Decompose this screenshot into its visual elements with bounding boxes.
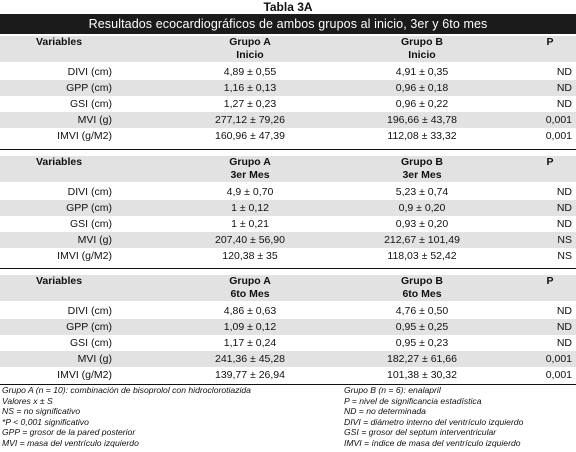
row-p-value: NS [557, 234, 572, 246]
row-group-a-value: 277,12 ± 79,26 [215, 114, 285, 126]
row-group-a-value: 1,17 ± 0,24 [223, 337, 277, 349]
row-variable: MVI (g) [77, 234, 112, 246]
row-group-b-value: 0,96 ± 0,18 [395, 82, 449, 94]
table-row [0, 319, 576, 335]
row-group-b-value: 196,66 ± 43,78 [387, 114, 457, 126]
header-variables: Variables [35, 275, 83, 287]
row-variable: MVI (g) [77, 353, 112, 365]
row-group-a-value: 120,38 ± 35 [222, 250, 278, 262]
row-p-value: NS [557, 250, 572, 262]
row-group-b-value: 182,27 ± 61,66 [387, 353, 457, 365]
header-p: P [546, 156, 554, 168]
row-group-a-value: 1,27 ± 0,23 [223, 98, 277, 110]
header-group-b: Grupo B 6to Mes [401, 275, 443, 300]
row-p-value: ND [556, 98, 572, 110]
row-group-a-value: 160,96 ± 47,39 [215, 130, 285, 142]
row-group-b-value: 4,76 ± 0,50 [395, 305, 449, 317]
row-p-value: ND [556, 66, 572, 78]
row-group-b-value: 0,96 ± 0,22 [395, 98, 449, 110]
row-p-value: ND [556, 186, 572, 198]
row-variable: GSI (cm) [70, 98, 112, 110]
table-row [0, 64, 576, 80]
table-row [0, 351, 576, 367]
row-group-a-value: 139,77 ± 26,94 [215, 369, 285, 381]
row-group-b-value: 212,67 ± 101,49 [384, 234, 460, 246]
table-row [0, 184, 576, 200]
table-row [0, 128, 576, 144]
footnote: MVI = masa del ventrículo izquierdo [2, 437, 139, 448]
header-group-b: Grupo B Inicio [401, 36, 443, 61]
table-row [0, 367, 576, 383]
row-variable: GSI (cm) [70, 337, 112, 349]
header-group-a: Grupo A 3er Mes [229, 156, 271, 181]
row-p-value: 0,001 [545, 369, 572, 381]
row-variable: DIVI (cm) [67, 305, 112, 317]
row-p-value: 0,001 [545, 353, 572, 365]
row-group-b-value: 5,23 ± 0,74 [395, 186, 449, 198]
row-group-a-value: 207,40 ± 56,90 [215, 234, 285, 246]
row-p-value: ND [556, 321, 572, 333]
table-row [0, 96, 576, 112]
footnotes-left [2, 385, 340, 449]
footnote: Grupo B (n = 6): enalapril [344, 385, 441, 395]
row-variable: GPP (cm) [66, 321, 112, 333]
table-row [0, 335, 576, 351]
row-variable: IMVI (g/M2) [57, 250, 112, 262]
row-group-a-value: 4,9 ± 0,70 [226, 186, 274, 198]
row-group-b-value: 101,38 ± 30,32 [387, 369, 457, 381]
row-group-a-value: 1 ± 0,12 [231, 202, 269, 214]
header-p: P [546, 36, 554, 48]
row-variable: IMVI (g/M2) [57, 369, 112, 381]
row-variable: DIVI (cm) [67, 186, 112, 198]
section-header [0, 36, 576, 62]
row-group-b-value: 4,91 ± 0,35 [395, 66, 449, 78]
row-group-b-value: 118,03 ± 52,42 [387, 250, 457, 262]
row-p-value: ND [556, 82, 572, 94]
table-title: Tabla 3A [263, 0, 313, 14]
row-variable: GPP (cm) [66, 82, 112, 94]
footnote: IMVI = índice de masa del ventrículo izquierdo [344, 437, 521, 448]
row-variable: GSI (cm) [70, 218, 112, 230]
footnote: DIVI = diámetro interno del ventrículo izquierdo [344, 416, 524, 427]
row-variable: IMVI (g/M2) [57, 130, 112, 142]
header-group-a: Grupo A Inicio [229, 36, 271, 61]
footnote: GPP = grosor de la pared posterior [2, 427, 136, 438]
row-group-b-value: 0,95 ± 0,25 [395, 321, 449, 333]
row-p-value: ND [556, 337, 572, 349]
table-row [0, 80, 576, 96]
header-variables: Variables [35, 156, 83, 168]
section-header [0, 275, 576, 301]
table-row [0, 248, 576, 264]
footnote: P = nivel de significancia estadística [344, 395, 482, 406]
row-p-value: ND [556, 305, 572, 317]
row-group-a-value: 4,89 ± 0,55 [223, 66, 277, 78]
footnote: Grupo A (n = 10): combinación de bisoprolol con hidroclorotiazida [2, 385, 251, 395]
row-p-value: 0,001 [545, 130, 572, 142]
header-group-b: Grupo B 3er Mes [401, 156, 443, 181]
footnote: GSI = grosor del septum interventricular [344, 427, 497, 438]
section-divider [0, 268, 576, 269]
footnote: ND = no determinada [344, 406, 426, 417]
footnote: NS = no significativo [2, 406, 81, 417]
table-banner: Resultados ecocardiográficos de ambos grupos al inicio, 3er y 6to mes [0, 14, 576, 34]
table-row [0, 303, 576, 319]
row-variable: MVI (g) [77, 114, 112, 126]
footnote: *P < 0,001 significativo [2, 416, 89, 427]
table-row [0, 232, 576, 248]
row-p-value: ND [556, 202, 572, 214]
row-group-a-value: 241,36 ± 45,28 [215, 353, 285, 365]
row-p-value: ND [556, 218, 572, 230]
header-p: P [546, 275, 554, 287]
header-group-a: Grupo A 6to Mes [229, 275, 271, 300]
section-header [0, 156, 576, 182]
row-group-a-value: 1,09 ± 0,12 [223, 321, 277, 333]
row-group-b-value: 0,93 ± 0,20 [395, 218, 449, 230]
footnote: Valores x ± S [2, 395, 53, 406]
row-group-b-value: 0,9 ± 0,20 [398, 202, 446, 214]
table-row [0, 200, 576, 216]
row-variable: DIVI (cm) [67, 66, 112, 78]
section-divider [0, 149, 576, 150]
row-group-b-value: 112,08 ± 33,32 [387, 130, 457, 142]
table-row [0, 112, 576, 128]
header-variables: Variables [35, 36, 83, 48]
row-group-a-value: 1 ± 0,21 [231, 218, 269, 230]
footnotes-right [344, 385, 576, 449]
row-variable: GPP (cm) [66, 202, 112, 214]
row-group-a-value: 1,16 ± 0,13 [223, 82, 277, 94]
row-group-b-value: 0,95 ± 0,23 [395, 337, 449, 349]
table-row [0, 216, 576, 232]
row-p-value: 0,001 [545, 114, 572, 126]
row-group-a-value: 4,86 ± 0,63 [223, 305, 277, 317]
